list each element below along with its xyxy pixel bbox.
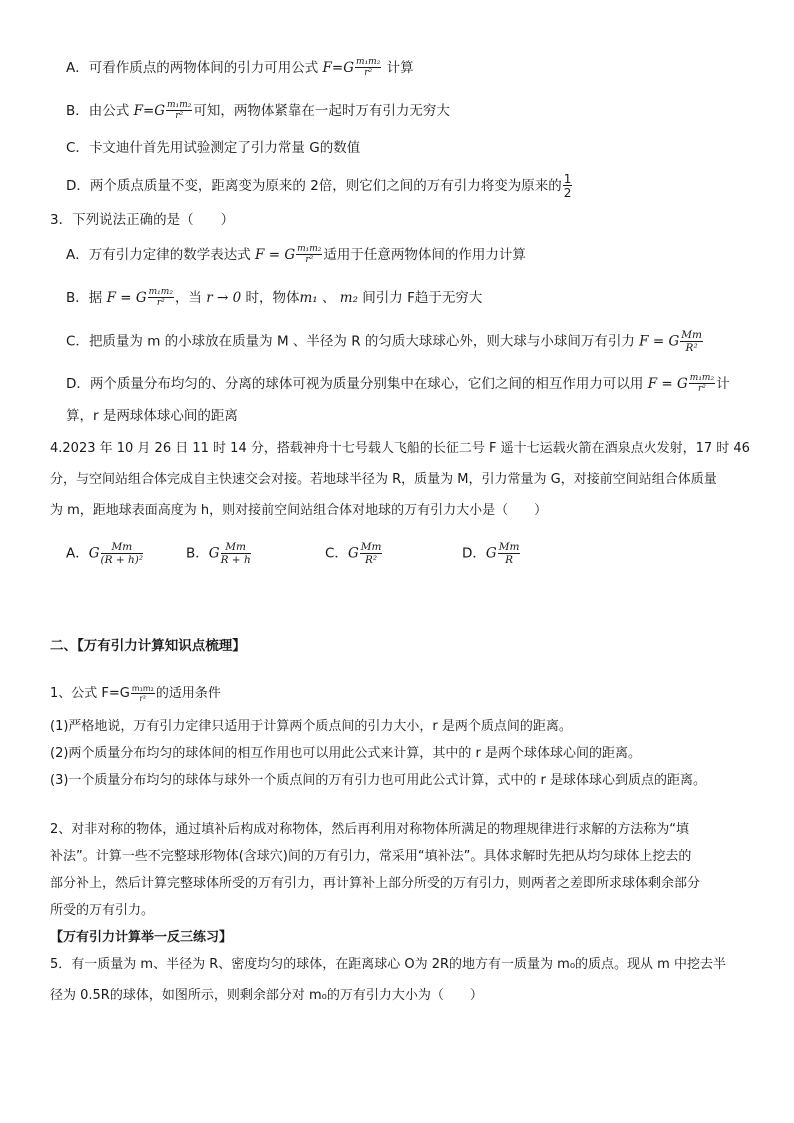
formula-f: F: [322, 60, 332, 76]
formula-g: G: [347, 545, 359, 562]
fill-method-line-4: 所受的万有引力。: [50, 903, 155, 918]
formula-fraction: [166, 101, 192, 121]
formula-g: G: [676, 376, 688, 392]
q3-stem: 3．下列说法正确的是（ ）: [50, 212, 235, 228]
fraction-denominator: r²: [139, 693, 147, 703]
fraction-denominator: r²: [156, 298, 165, 308]
q3-option-a[interactable]: [66, 245, 526, 265]
heading-text: 1、公式 F=G: [50, 686, 130, 701]
q2-option-c[interactable]: [66, 138, 360, 158]
formula-f: F: [647, 376, 658, 392]
option-text-end: 间引力 F趋于无穷大: [362, 290, 483, 306]
formula-f: F: [639, 333, 649, 350]
formula-fraction: [101, 542, 144, 565]
formula-eq: =: [661, 376, 673, 392]
q2-option-b[interactable]: [66, 101, 450, 121]
q2-option-d[interactable]: [66, 173, 573, 199]
practice-title: 【万有引力计算举一反三练习】: [50, 930, 233, 945]
fraction-denominator: (R + h)²: [100, 553, 144, 566]
option-text-end: 可知，两物体紧靠在一起时万有引力无穷大: [193, 103, 450, 119]
formula-fraction: [360, 542, 383, 565]
formula-g: G: [284, 247, 296, 263]
option-text: 把质量为 m 的小球放在质量为 M 、半径为 R 的匀质大球球心外，则大球与小球间万有引力: [88, 333, 635, 350]
fraction-denominator: R²: [685, 341, 698, 354]
fill-method-line-2: 补法”。计算一些不完整球形物体(含球穴)间的万有引力，常采用“填补法”。具体求解时先把从均匀球体上挖去的: [50, 849, 692, 864]
formula-f: F: [133, 103, 143, 119]
fill-method-line-1: 2、对非对称的物体，通过填补后构成对称物体，然后再利用对称物体所满足的物理规律进行求解的方法称为“填: [50, 822, 690, 837]
q5-line-2: 径为 0.5R的球体，如图所示，则剩余部分对 m₀的万有引力大小为（ ）: [50, 988, 483, 1003]
formula-g: G: [154, 103, 166, 119]
formula-fraction: [131, 685, 155, 703]
option-text-end: 适用于任意两物体间的作用力计算: [323, 247, 526, 263]
q4-option-a[interactable]: [66, 542, 144, 565]
fraction-numerator: Mm: [221, 542, 251, 554]
q4-line-1: 4.2023 年 10 月 26 日 11 时 14 分，搭载神舟十七号载人飞船的长征二号 F 遥十七运载火箭在酒泉点火发射，17 时 46: [50, 441, 750, 456]
option-text-end: 计算: [386, 60, 414, 76]
condition-item-3: (3)一个质量分布均匀的球体与球外一个质点间的万有引力也可用此公式计算，式中的 r 是球体球心到质点的距离。: [50, 773, 707, 788]
fraction-numerator: Mm: [681, 329, 702, 341]
fraction-numerator: m₁m₂: [131, 683, 154, 693]
option-label: D．: [66, 178, 90, 194]
option-label: B．: [66, 103, 89, 119]
option-label: C．: [325, 545, 348, 562]
formula-fraction: [689, 374, 715, 394]
fraction-denominator: R: [505, 553, 514, 566]
q2-option-a[interactable]: [66, 58, 414, 78]
formula-eq: =: [268, 247, 281, 263]
option-label: A．: [66, 247, 89, 263]
option-label: D．: [66, 376, 90, 392]
formula-g: G: [343, 60, 355, 76]
option-label: D．: [462, 545, 486, 562]
formula-g: G: [485, 545, 497, 562]
option-text: 两个质量分布均匀的、分离的球体可视为质量分别集中在球心，它们之间的相互作用力可以用: [89, 376, 644, 392]
formula-g: G: [668, 333, 680, 350]
fraction-denominator: r²: [364, 68, 373, 78]
condition: r → 0: [206, 290, 242, 306]
option-text: 据: [88, 290, 103, 306]
q4-option-d[interactable]: [462, 542, 521, 565]
one-half-fraction: [563, 173, 573, 199]
formula-g: G: [135, 290, 147, 306]
condition-item-1: (1)严格地说，万有引力定律只适用于计算两个质点间的引力大小，r 是两个质点间的距离。: [50, 719, 572, 734]
option-text: 万有引力定律的数学表达式: [88, 247, 251, 263]
option-text: 可看作质点的两物体间的引力可用公式: [88, 60, 319, 76]
option-label: B．: [186, 545, 209, 562]
fraction-numerator: m₁m₂: [148, 287, 173, 297]
fraction-denominator: r²: [175, 111, 184, 121]
option-label: B．: [66, 290, 89, 306]
q4-line-3: 为 m，距地球表面高度为 h，则对接前空间站组合体对地球的万有引力大小是（ ）: [50, 503, 548, 518]
formula-fraction: [680, 330, 703, 353]
option-label: A．: [66, 60, 89, 76]
option-text-end: 计: [716, 376, 730, 392]
option-label: A．: [66, 545, 89, 562]
q4-line-2: 分，与空间站组合体完成自主快速交会对接。若地球半径为 R，质量为 M，引力常量为 G，对接前空间站组合体质量: [50, 472, 717, 487]
fraction-numerator: m₁m₂: [689, 373, 715, 383]
fraction-denominator: 2: [563, 186, 572, 200]
formula-g: G: [208, 545, 220, 562]
option-text: 卡文迪什首先用试验测定了引力常量 G的数值: [88, 140, 361, 156]
formula-f: F: [255, 247, 265, 263]
fraction-numerator: 1: [563, 172, 572, 186]
fraction-denominator: R + h: [220, 553, 251, 566]
condition-item-2: (2)两个质量分布均匀的球体间的相互作用也可以用此公式来计算，其中的 r 是两个球体球心间的距离。: [50, 746, 642, 761]
q3-option-c[interactable]: [66, 330, 704, 353]
formula-fraction: [296, 245, 322, 265]
q3-option-d-continuation: 算，r 是两球体球心间的距离: [66, 408, 238, 424]
fraction-denominator: r²: [305, 255, 314, 265]
q4-option-c[interactable]: [325, 542, 383, 565]
formula-eq: =: [120, 290, 132, 306]
option-text-after: 时，物体: [245, 290, 300, 306]
option-text-mid: ，当: [174, 290, 202, 306]
formula-eq: =: [142, 103, 155, 119]
option-text: 由公式: [88, 103, 130, 119]
formula-fraction: [148, 288, 174, 308]
fraction-denominator: r²: [697, 384, 706, 394]
fraction-numerator: Mm: [101, 542, 144, 554]
formula-heading: [50, 684, 221, 704]
formula-fraction: [355, 58, 381, 78]
option-label: C．: [66, 333, 89, 350]
heading-text-end: 的适用条件: [155, 686, 221, 701]
fraction-numerator: Mm: [498, 541, 520, 553]
fraction-numerator: Mm: [360, 541, 382, 553]
q3-option-d[interactable]: [66, 374, 730, 394]
q4-option-b[interactable]: [186, 542, 252, 565]
option-label: C．: [66, 140, 89, 156]
separator: 、: [321, 290, 336, 306]
formula-eq: =: [652, 333, 665, 350]
fraction-numerator: m₁m₂: [167, 100, 192, 110]
fraction-numerator: m₁m₂: [356, 57, 381, 67]
formula-fraction: [221, 542, 251, 565]
q3-option-b[interactable]: [66, 288, 482, 308]
fraction-numerator: m₁m₂: [297, 244, 322, 254]
formula-g: G: [88, 545, 100, 562]
mass-m2: m₂: [339, 290, 358, 306]
fraction-denominator: R²: [365, 553, 378, 566]
mass-m1: m₁: [299, 290, 318, 306]
option-text: 两个质点质量不变，距离变为原来的 2倍，则它们之间的万有引力将变为原来的: [89, 178, 562, 194]
formula-fraction: [498, 542, 521, 565]
formula-f: F: [106, 290, 116, 306]
formula-eq: =: [331, 60, 344, 76]
section-title: 二、【万有引力计算知识点梳理】: [50, 638, 246, 654]
fill-method-line-3: 部分补上，然后计算完整球体所受的万有引力，再计算补上部分所受的万有引力，则两者之差即所求球体剩余部分: [50, 876, 701, 891]
q5-line-1: 5．有一质量为 m、半径为 R、密度均匀的球体，在距离球心 O为 2R的地方有一质量为 m₀的质点。现从 m 中挖去半: [50, 957, 726, 972]
